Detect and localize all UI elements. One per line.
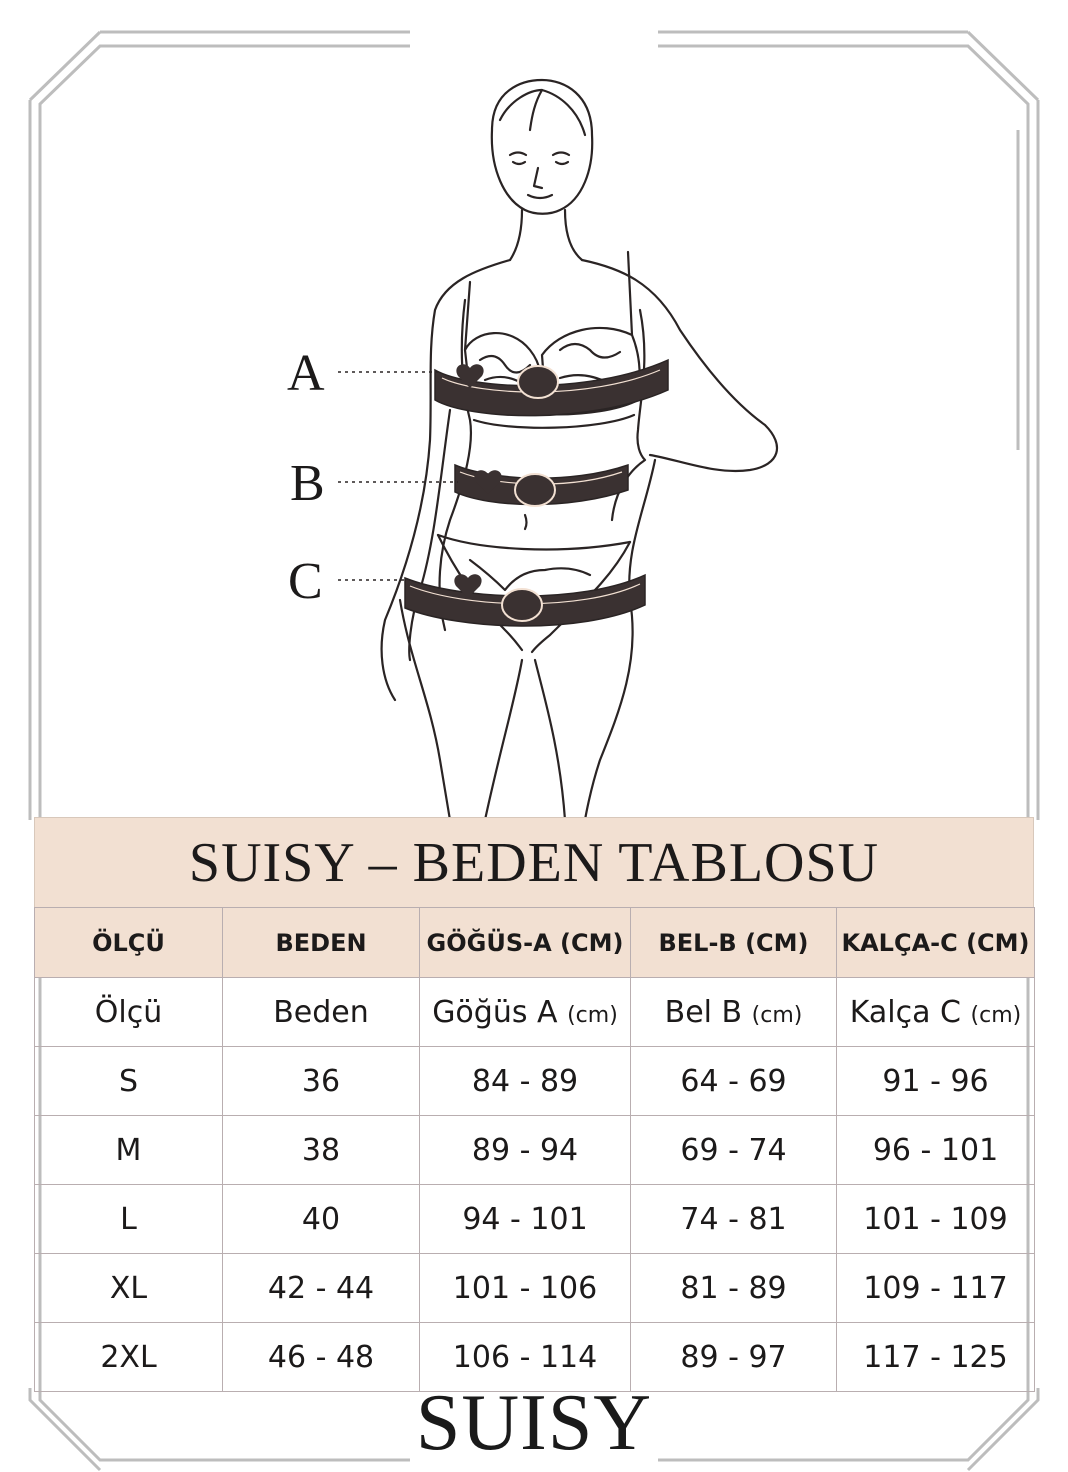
body-measurement-illustration (260, 60, 820, 820)
table-row (35, 1116, 1035, 1185)
subheader-gogus (420, 978, 631, 1047)
table-cell: 2XL (35, 1323, 223, 1392)
header-beden: BEDEN (223, 908, 420, 978)
table-cell: XL (35, 1254, 223, 1323)
table-cell: 117 - 125 (837, 1323, 1035, 1392)
header-kalca: KALÇA-C (CM) (837, 908, 1035, 978)
table-cell: 94 - 101 (420, 1185, 631, 1254)
table-cell: 101 - 109 (837, 1185, 1035, 1254)
table-header-row (35, 908, 1035, 978)
brand-logo: SUISY (415, 1379, 653, 1467)
size-chart (34, 817, 1034, 1392)
table-subheader-row (35, 978, 1035, 1047)
subheader-bel (631, 978, 837, 1047)
marker-a-label: A (287, 345, 325, 402)
table-cell: 89 - 97 (631, 1323, 837, 1392)
table-cell: 84 - 89 (420, 1047, 631, 1116)
subheader-bel-label: Bel B (664, 994, 743, 1030)
table-cell: 81 - 89 (631, 1254, 837, 1323)
table-cell: M (35, 1116, 223, 1185)
marker-b-label: B (290, 455, 325, 512)
subheader-kalca-label: Kalça C (849, 994, 961, 1030)
table-cell: 106 - 114 (420, 1323, 631, 1392)
table-cell: 38 (223, 1116, 420, 1185)
table-cell: 74 - 81 (631, 1185, 837, 1254)
table-row (35, 1047, 1035, 1116)
table-cell: L (35, 1185, 223, 1254)
header-olcu: ÖLÇÜ (35, 908, 223, 978)
table-cell: S (35, 1047, 223, 1116)
table-cell: 40 (223, 1185, 420, 1254)
table-cell: 36 (223, 1047, 420, 1116)
table-cell: 69 - 74 (631, 1116, 837, 1185)
table-cell: 96 - 101 (837, 1116, 1035, 1185)
unit-label: (cm) (970, 1002, 1022, 1028)
unit-label: (cm) (567, 1002, 618, 1028)
table-cell: 89 - 94 (420, 1116, 631, 1185)
table-row (35, 1185, 1035, 1254)
size-table (34, 907, 1035, 1392)
subheader-gogus-label: Göğüs A (432, 994, 558, 1030)
marker-c-label: C (288, 553, 323, 610)
subheader-olcu: Ölçü (35, 978, 223, 1047)
table-cell: 46 - 48 (223, 1323, 420, 1392)
unit-label: (cm) (751, 1002, 803, 1028)
header-bel: BEL-B (CM) (631, 908, 837, 978)
table-row (35, 1254, 1035, 1323)
table-cell: 42 - 44 (223, 1254, 420, 1323)
header-gogus: GÖĞÜS-A (CM) (420, 908, 631, 978)
table-cell: 101 - 106 (420, 1254, 631, 1323)
subheader-kalca (837, 978, 1035, 1047)
table-cell: 91 - 96 (837, 1047, 1035, 1116)
subheader-beden: Beden (223, 978, 420, 1047)
table-cell: 109 - 117 (837, 1254, 1035, 1323)
size-chart-title: SUISY – BEDEN TABLOSU (188, 831, 880, 894)
size-chart-title-bar (34, 817, 1034, 907)
table-cell: 64 - 69 (631, 1047, 837, 1116)
